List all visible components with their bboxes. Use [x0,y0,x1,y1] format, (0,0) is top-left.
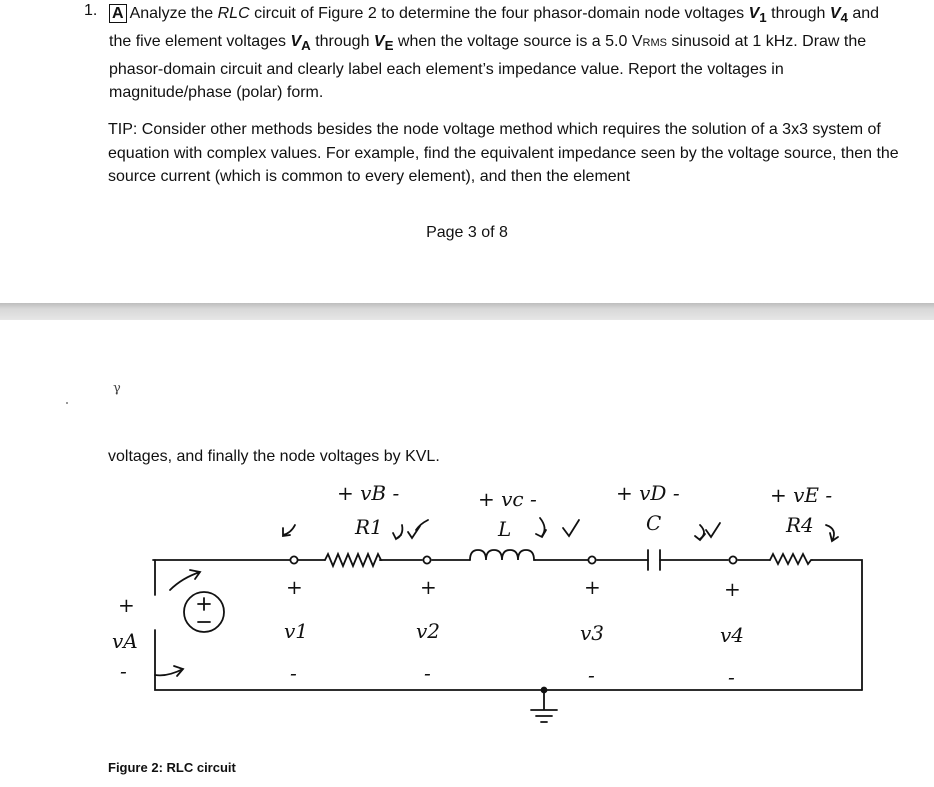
label-v1-plus: + [286,575,303,599]
label-v4: v4 [720,623,745,647]
source-polarity [198,598,210,622]
question-text: A Analyze the RLC circuit of Figure 2 to determine the four phasor-domain node voltages $V_1$ through $V_4$ and the five element voltages $V_A$ through $V_E$ when the voltage source is a 5.0 VRMS sinusoid at 1 kHz. Draw the phasor-domain circuit and clearly label each element’s impedance value. Report the voltages in magnitude/phase (polar) form. [109,5,880,102]
label-r4: R4 [786,513,814,537]
label-va: vA [112,629,138,653]
label-v1-minus: - [290,661,297,685]
source-current-arrow [170,570,200,590]
arrow-vc-left [408,520,428,538]
label-v3-plus: + [584,575,601,599]
label-ve: + vE - [770,483,833,507]
label-v3: v3 [580,621,605,645]
label-v1: v1 [284,619,309,643]
return-current-arrow [155,666,183,676]
label-r1: R1 [355,515,383,539]
arrow-vd-left [563,520,579,536]
resistor-r1 [325,554,381,566]
label-v4-minus: - [728,665,735,689]
page-number: Page 3 of 8 [426,224,508,241]
capacitor-c [648,550,660,570]
label-vb: + vB - [337,481,400,505]
label-vc: + vc - [478,487,537,511]
arrow-vb-left [283,525,295,536]
arrow-ve-left [706,523,720,537]
arrow-vb-right [393,525,402,539]
label-v3-minus: - [588,663,595,687]
label-vd: + vD - [616,481,680,505]
rlc-circuit-diagram [0,470,934,750]
ground-node-dot [542,688,547,693]
node-1 [290,556,297,563]
stray-mark: γ [113,381,121,396]
bottom-wire [155,630,862,690]
label-v4-plus: + [724,577,741,601]
node-3 [588,556,595,563]
ground-symbol [531,690,557,722]
stray-dot [66,402,68,404]
figure-caption: Figure 2: RLC circuit [108,760,236,775]
resistor-r4 [770,554,812,564]
label-v2-plus: + [420,575,437,599]
label-v2: v2 [416,619,441,643]
arrow-vd-right [695,525,705,540]
inductor-l [470,550,535,560]
tip-text: TIP: Consider other methods besides the node voltage method which requires the solution of a 3x3 system of equation with complex values. For example, find the equivalent impedance seen by the voltage source, then the source current (which is common to every element), and then the element [108,121,899,186]
part-label-box: A [109,4,127,23]
node-2 [423,556,430,563]
continuation-text: voltages, and finally the node voltages by KVL. [108,448,440,465]
label-l: L [498,517,512,541]
label-va-plus: + [118,593,135,617]
label-v2-minus: - [424,661,431,685]
node-4 [729,556,736,563]
question-number: 1. [84,2,98,19]
arrow-ve-right [826,525,838,541]
label-va-minus: - [120,659,127,683]
label-c: C [646,511,662,535]
arrow-vc-right [536,518,546,537]
page-divider [0,303,934,320]
